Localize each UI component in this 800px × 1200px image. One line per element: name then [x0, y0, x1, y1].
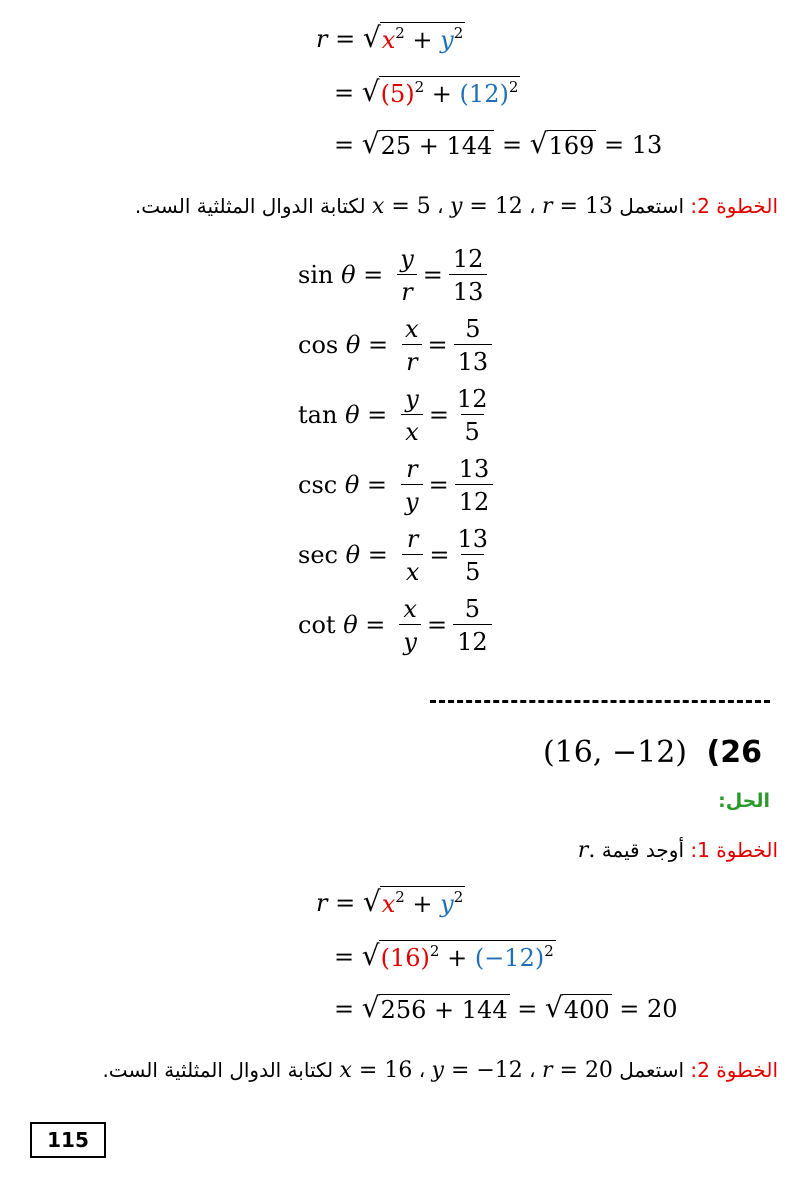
- trig-row-tan: tan θ = $\frac{y}{x}$ = $\frac{12}{5}$: [298, 384, 488, 446]
- symbolic-fraction: $\frac{y}{x}$: [401, 387, 423, 444]
- r-result-line-part2: = √ 256 + 144 = √ 400 = 20: [334, 991, 678, 1024]
- symbolic-fraction: $\frac{r}{y}$: [401, 457, 423, 514]
- r-result-line: = √ 25 + 144 = √ 169 = 13: [334, 127, 663, 160]
- solution-label: الحل:: [718, 790, 770, 812]
- r-formula-line-1: r = √ $x^2 + y^2$: [316, 21, 464, 54]
- section-divider: [430, 700, 770, 703]
- problem-heading: (16, −12) (26: [543, 735, 762, 770]
- r-formula-line-1-part2: r = √ $x^2 + y^2$: [316, 885, 464, 918]
- step2-instruction-part1: الخطوة 2: استعمل r = 13 ، y = 12 ، x = 5 لكتابة الدوال المثلثية الست.: [134, 194, 778, 219]
- value-fraction: $\frac{12}{13}$: [449, 247, 488, 304]
- step2-instruction-part2: الخطوة 2: استعمل r = 20 ، y = −12 ، x = 16 لكتابة الدوال المثلثية الست.: [102, 1058, 778, 1083]
- step1-instruction: الخطوة 1: أوجد قيمة r.: [577, 838, 778, 863]
- trig-functions: [298, 240, 499, 660]
- value-fraction: $\frac{5}{12}$: [453, 597, 492, 654]
- trig-row-sin: sin θ = $\frac{y}{r}$ = $\frac{12}{13}$: [298, 240, 499, 310]
- symbolic-fraction: $\frac{x}{r}$: [402, 317, 421, 374]
- value-fraction: $\frac{13}{12}$: [455, 457, 494, 514]
- trig-row-cos: cos θ = $\frac{x}{r}$ = $\frac{5}{13}$: [298, 310, 499, 380]
- trig-row-cot: cot θ = $\frac{x}{y}$ = $\frac{5}{12}$: [298, 590, 499, 660]
- trig-row-sec: sec θ = $\frac{r}{x}$ = $\frac{13}{5}$: [298, 524, 489, 586]
- trig-row-csc: csc θ = $\frac{r}{y}$ = $\frac{13}{12}$: [298, 450, 499, 520]
- value-fraction: $\frac{12}{5}$: [456, 384, 488, 446]
- symbolic-fraction: $\frac{x}{y}$: [399, 597, 421, 654]
- r-substitution-line: = √ $(5)^2 + (12)^2$: [334, 75, 519, 108]
- page-number: 115: [30, 1122, 106, 1158]
- value-fraction: $\frac{13}{5}$: [457, 524, 489, 586]
- symbolic-fraction: $\frac{r}{x}$: [402, 527, 424, 584]
- value-fraction: $\frac{5}{13}$: [454, 317, 493, 374]
- symbolic-fraction: $\frac{y}{r}$: [397, 247, 416, 304]
- r-substitution-line-part2: = √ $(16)^2 + (-12)^2$: [334, 939, 554, 972]
